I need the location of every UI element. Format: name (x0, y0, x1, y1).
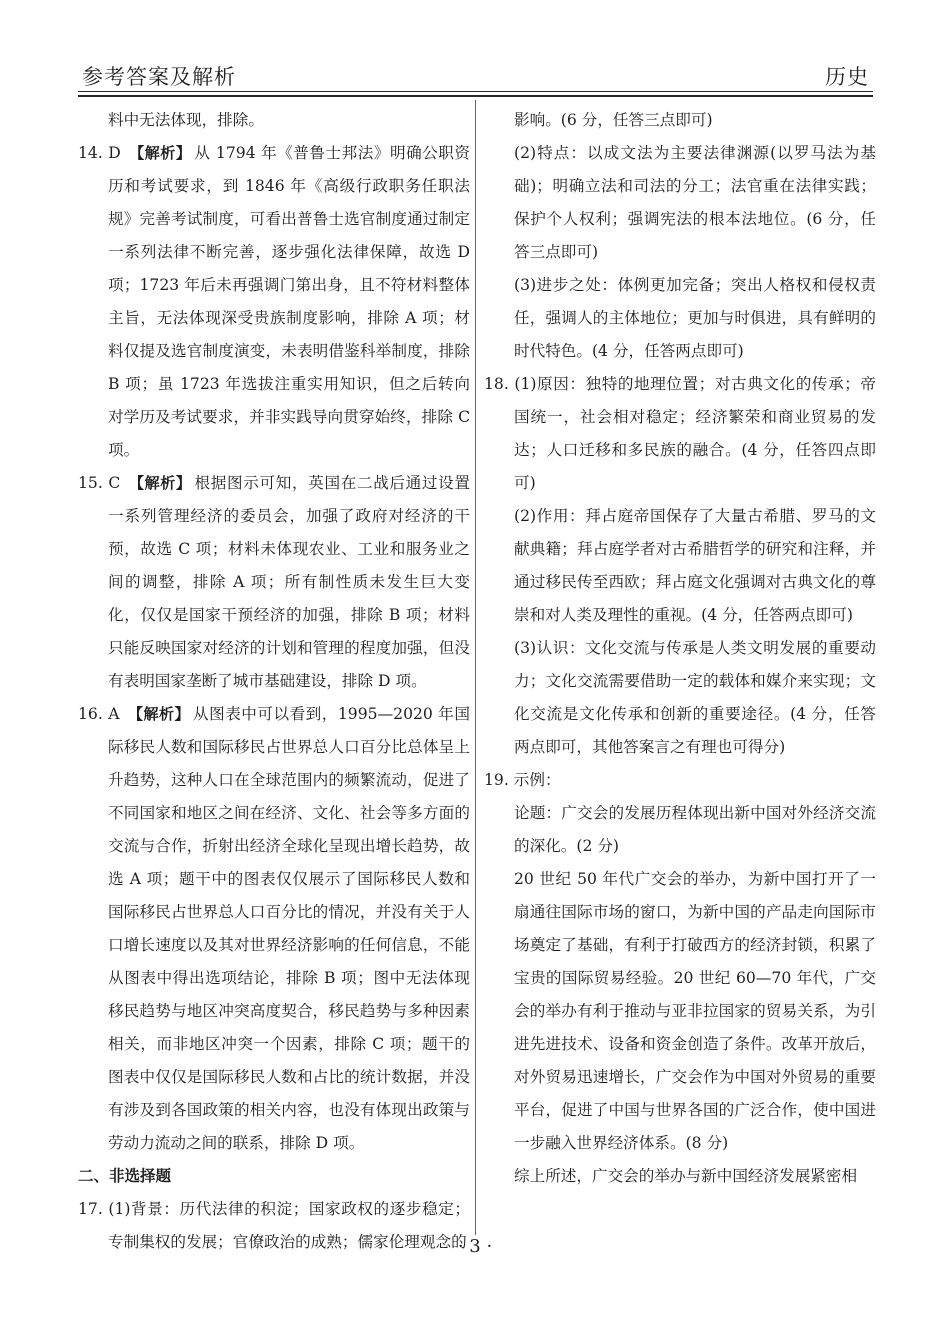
answer-18-part-3: (3)认识：文化交流与传承是人类文明发展的重要动力；文化交流需要借助一定的载体和媒介来实现；文化交流是文化传承和创新的重要途径。(4 分，任答两点即可，其他答案言之有理也可得分) (514, 639, 876, 756)
answer-19-body: 20 世纪 50 年代广交会的举办，为新中国打开了一扇通往国际市场的窗口，为新中国的产品走向国际市场奠定了基础，有利于打破西方的经济封锁，积累了宝贵的国际贸易经验。20 世纪 60—70 年代，广交会的举办有利于推动与亚非拉国家的贸易关系，为引进先进技术、设备和资金创造了条件。改革开放后，对外贸易迅速增长，广交会作为中国对外贸易的重要平台，促进了中国与世界各国的广泛合作，使中国进一步融入世界经济体系。(8 分) (514, 870, 876, 1152)
answer-17-part-3: (3)进步之处：体例更加完备；突出人格权和侵权责任，强调人的主体地位；更加与时俱进，具有鲜明的时代特色。(4 分，任答两点即可) (514, 276, 876, 360)
page-header (78, 55, 873, 95)
answer-16-number: 16. A (78, 705, 120, 723)
answer-19 (484, 764, 876, 797)
answer-15-number: 15. C (78, 474, 121, 492)
answer-14-tag: 【解析】 (129, 144, 192, 162)
answer-19-text: 示例： (513, 771, 561, 789)
answer-18-part-1-text: (1)原因：独特的地理位置；对古典文化的传承；帝国统一，社会相对稳定；经济繁荣和商业贸易的发达；人口迁移和多民族的融合。(4 分，任答四点即可) (514, 375, 876, 492)
left-column (78, 104, 470, 1259)
answer-19-thesis: 论题：广交会的发展历程体现出新中国对外经济交流的深化。(2 分) (514, 804, 876, 855)
section-heading: 二、非选择题 (78, 1167, 172, 1185)
answer-17-part-2: (2)特点：以成文法为主要法律渊源(以罗马法为基础)；明确立法和司法的分工；法官重在法律实践；保护个人权利；强调宪法的根本法地位。(6 分，任答三点即可) (514, 144, 876, 261)
page-number: · 3 · (457, 1236, 493, 1257)
header-subject: 历史 (825, 65, 869, 89)
answer-14-number: 14. D (78, 144, 121, 162)
header-rule-thick (78, 95, 873, 97)
answer-17-part-1-continued: 影响。(6 分，任答三点即可) (514, 111, 713, 129)
answer-16-text: 从图表中可以看到，1995—2020 年国际移民人数和国际移民占世界总人口百分比总体呈上升趋势，这种人口在全球范围内的频繁流动，促进了不同国家和地区之间在经济、文化、社会等多方面的交流与合作，折射出经济全球化呈现出增长趋势，故选 A 项；题干中的图表仅仅展示了国际移民人数和国际移民占世界总人口百分比的情况，并没有关于人口增长速度以及其对世界经济影响的任何信息，不能从图表中得出选项结论，排除 B 项；图中无法体现移民趋势与地区冲突高度契合，移民趋势与多种因素相关，而非地区冲突一个因素，排除 C 项；题干的图表中仅仅是国际移民人数和占比的统计数据，并没有涉及到各国政策的相关内容，也没有体现出政策与劳动力流动之间的联系，排除 D 项。 (108, 705, 470, 1152)
answer-18-part-2: (2)作用：拜占庭帝国保存了大量古希腊、罗马的文献典籍；拜占庭学者对古希腊哲学的研究和注释，并通过移民传至西欧；拜占庭文化强调对古典文化的尊崇和对人类及理性的重视。(4 分，任答两点即可) (514, 507, 876, 624)
answer-14 (78, 137, 470, 467)
answer-13-continued: 料中无法体现，排除。 (108, 111, 264, 129)
answer-15-text: 根据图示可知，英国在二战后通过设置一系列管理经济的委员会，加强了政府对经济的干预，故选 C 项；材料未体现农业、工业和服务业之间的调整，排除 A 项；所有制性质未发生巨大变化，仅仅是国家干预经济的加强，排除 B 项；材料只能反映国家对经济的计划和管理的程度加强，但没有表明国家垄断了城市基础建设，排除 D 项。 (108, 474, 470, 690)
answer-16-tag: 【解析】 (128, 705, 191, 723)
answer-18-number: 18. (484, 375, 509, 393)
answer-19-number: 19. (484, 771, 509, 789)
answer-14-text: 从 1794 年《普鲁士邦法》明确公职资历和考试要求，到 1846 年《高级行政职务任职法规》完善考试制度，可看出普鲁士选官制度通过制定一系列法律不断完善，逐步强化法律保障，故选 D 项；1723 年后未再强调门第出身，且不符材料整体主旨，无法体现深受贵族制度影响，排除 A 项；材料仅提及选官制度演变，未表明借鉴科举制度，排除 B 项；虽 1723 年选拔注重实用知识，但之后转向对学历及考试要求，并非实践导向贯穿始终，排除 C 项。 (108, 144, 470, 459)
answer-17-part-1-text: (1)背景：历代法律的积淀；国家政权的逐步稳定；专制集权的发展；官僚政治的成熟；儒家伦理观念的 (108, 1200, 470, 1251)
header-title: 参考答案及解析 (82, 65, 236, 89)
column-divider (475, 100, 476, 1235)
answer-16 (78, 698, 470, 1160)
answer-17-number: 17. (78, 1200, 103, 1218)
answer-18-part-1 (484, 368, 876, 500)
answer-19-conclusion: 综上所述，广交会的举办与新中国经济发展紧密相 (514, 1167, 858, 1185)
header-rule-thin (78, 91, 873, 92)
right-column (484, 104, 876, 1193)
answer-15 (78, 467, 470, 698)
answer-15-tag: 【解析】 (128, 474, 192, 492)
